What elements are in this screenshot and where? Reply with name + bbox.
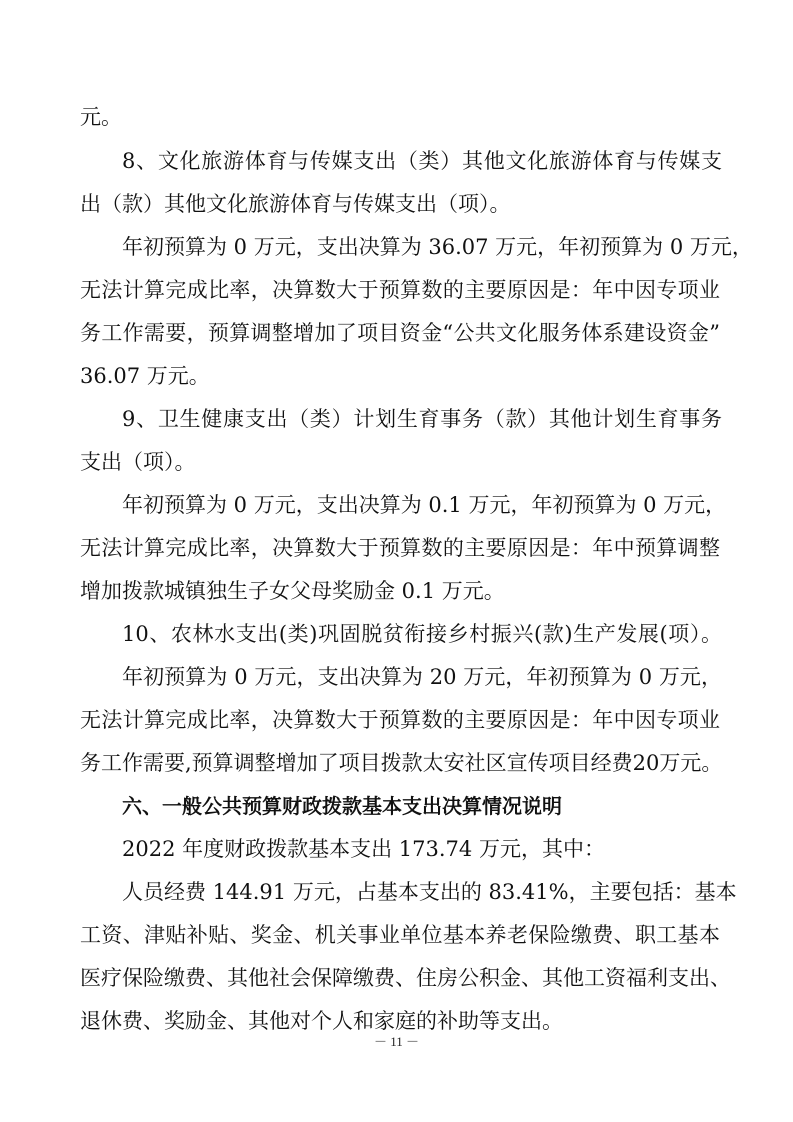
- item-10-title-line: 10、农林水支出(类)巩固脱贫衔接乡村振兴(款)生产发展(项）。: [122, 622, 722, 646]
- item-8-body-line-1: 年初预算为 0 万元，支出决算为 36.07 万元，年初预算为 0 万元，: [122, 235, 753, 259]
- item-8-body-line-2: 无法计算完成比率，决算数大于预算数的主要原因是：年中因专项业: [80, 278, 720, 302]
- personnel-expense-line-3: 医疗保险缴费、其他社会保障缴费、住房公积金、其他工资福利支出、: [80, 966, 731, 990]
- personnel-expense-line-4: 退休费、奖励金、其他对个人和家庭的补助等支出。: [80, 1009, 563, 1033]
- item-8-body-line-4: 36.07 万元。: [80, 364, 210, 388]
- section-6-summary-line: 2022 年度财政拨款基本支出 173.74 万元，其中：: [122, 837, 605, 861]
- text-line-continuation: 元。: [80, 105, 122, 129]
- item-9-body-line-1: 年初预算为 0 万元，支出决算为 0.1 万元，年初预算为 0 万元，: [122, 493, 727, 517]
- section-6-heading: 六、一般公共预算财政拨款基本支出决算情况说明: [122, 794, 562, 818]
- item-8-title-line-1: 8、文化旅游体育与传媒支出（类）其他文化旅游体育与传媒支: [122, 149, 722, 173]
- item-10-body-line-2: 无法计算完成比率，决算数大于预算数的主要原因是：年中因专项业: [80, 708, 720, 732]
- item-9-title-line-2: 支出（项）。: [80, 450, 196, 474]
- item-9-title-line-1: 9、卫生健康支出（类）计划生育事务（款）其他计划生育事务: [122, 407, 722, 431]
- item-8-title-line-2: 出（款）其他文化旅游体育与传媒支出（项）。: [80, 192, 511, 216]
- item-9-body-line-2: 无法计算完成比率，决算数大于预算数的主要原因是：年中预算调整: [80, 536, 720, 560]
- personnel-expense-line-1: 人员经费 144.91 万元，占基本支出的 83.41%，主要包括：基本: [122, 880, 737, 904]
- item-9-body-line-3: 增加拨款城镇独生子女父母奖励金 0.1 万元。: [80, 579, 505, 603]
- item-10-body-line-3: 务工作需要,预算调整增加了项目拨款太安社区宣传项目经费20万元。: [80, 751, 723, 775]
- item-8-body-line-3: 务工作需要，预算调整增加了项目资金“公共文化服务体系建设资金”: [80, 321, 720, 345]
- personnel-expense-line-2: 工资、津贴补贴、奖金、机关事业单位基本养老保险缴费、职工基本: [80, 923, 720, 947]
- item-10-body-line-1: 年初预算为 0 万元，支出决算为 20 万元，年初预算为 0 万元，: [122, 665, 722, 689]
- page-number: － 11 －: [373, 1034, 420, 1049]
